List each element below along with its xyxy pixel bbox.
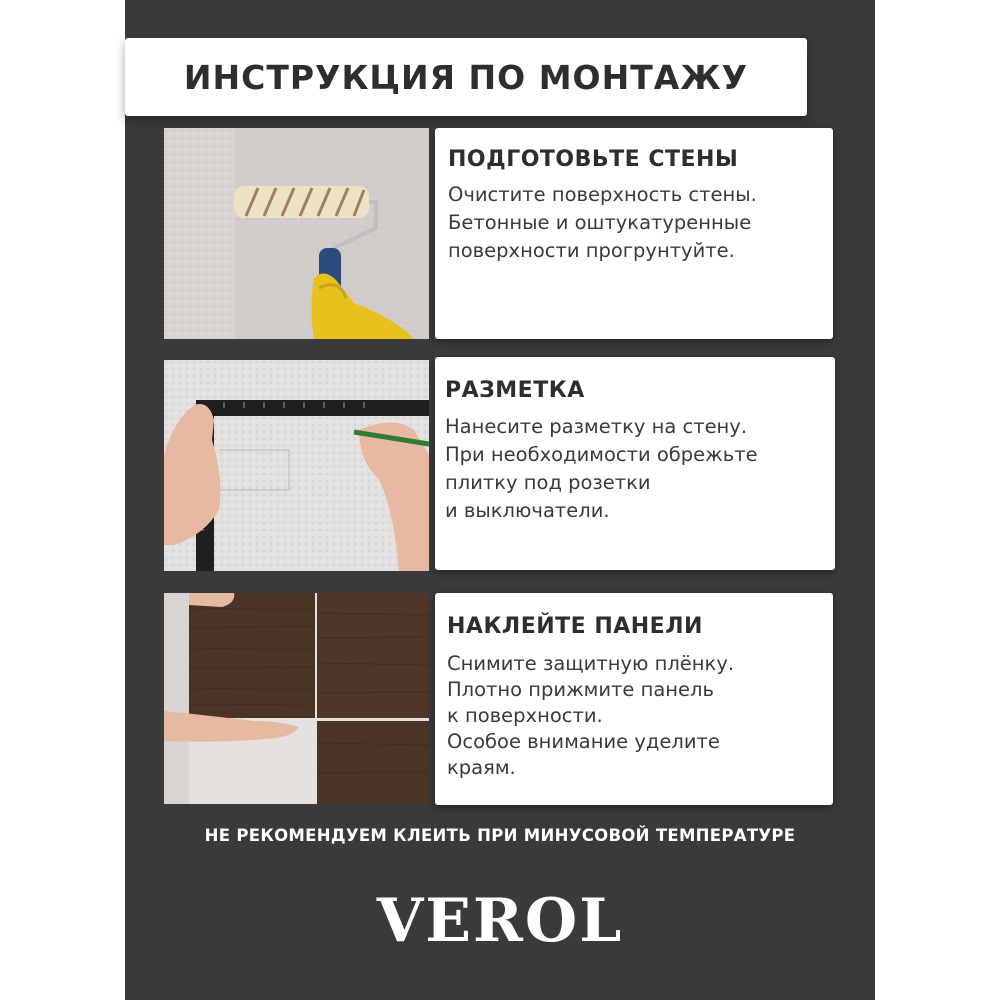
- step-1-heading: ПОДГОТОВЬТЕ СТЕНЫ: [448, 147, 739, 172]
- step-1-photo: [164, 128, 429, 339]
- step-3-card: [435, 593, 833, 805]
- step-3-line-2: Плотно прижмите панель: [447, 678, 715, 701]
- wood-panel-icon: [164, 593, 429, 804]
- step-2-photo: [164, 360, 429, 571]
- step-1-line-1: Очистите поверхность стены.: [448, 183, 757, 206]
- temperature-warning: НЕ РЕКОМЕНДУЕМ КЛЕИТЬ ПРИ МИНУСОВОЙ ТЕМПЕРАТУРЕ: [204, 826, 796, 845]
- step-3-photo: [164, 593, 429, 804]
- step-2-line-1: Нанесите разметку на стену.: [445, 415, 748, 438]
- page-title: ИНСТРУКЦИЯ ПО МОНТАЖУ: [183, 57, 749, 97]
- step-1-line-3: поверхности прогрунтуйте.: [448, 239, 735, 262]
- step-1-line-2: Бетонные и оштукатуренные: [448, 211, 752, 234]
- square-ruler-icon: [164, 360, 429, 571]
- step-3-line-1: Снимите защитную плёнку.: [447, 652, 735, 675]
- step-2-line-3: плитку под розетки: [445, 471, 651, 494]
- step-1-card: [435, 128, 833, 339]
- step-2-line-2: При необходимости обрежьте: [445, 443, 758, 466]
- title-banner: [125, 38, 807, 116]
- step-2-card: [435, 357, 835, 570]
- step-3-line-5: краям.: [447, 756, 516, 779]
- step-3-heading: НАКЛЕЙТЕ ПАНЕЛИ: [447, 614, 703, 639]
- paint-roller-icon: [164, 128, 429, 339]
- step-3-line-4: Особое внимание уделите: [447, 730, 720, 753]
- step-3-line-3: к поверхности.: [447, 704, 603, 727]
- brand-logo: VEROL: [376, 886, 624, 956]
- step-2-heading: РАЗМЕТКА: [445, 378, 585, 403]
- step-2-line-4: и выключатели.: [445, 499, 610, 522]
